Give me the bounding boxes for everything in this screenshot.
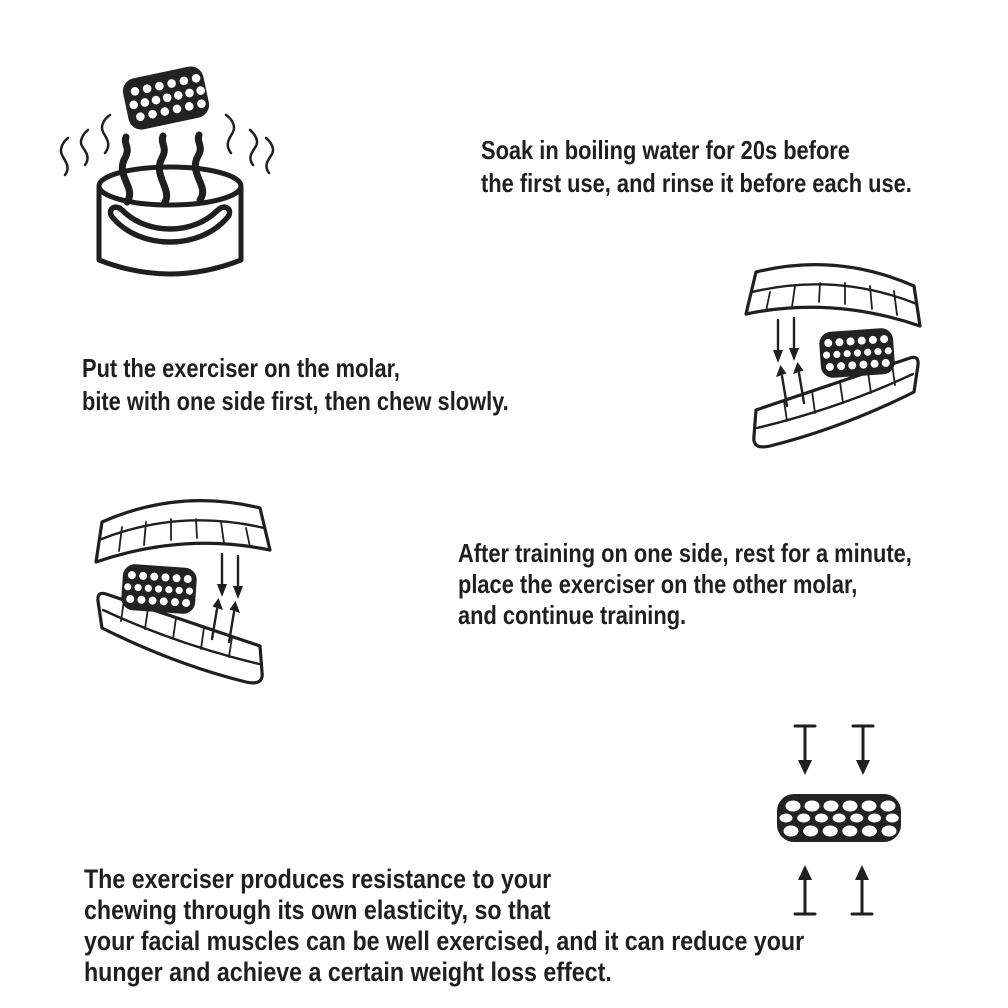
down-arrow-icon bbox=[795, 726, 815, 775]
step-4-text bbox=[84, 864, 804, 988]
step-3-line-2: place the exerciser on the other molar, bbox=[458, 569, 858, 599]
jaw-exerciser-side-icon bbox=[777, 794, 901, 842]
step-3-line-3: and continue training. bbox=[458, 600, 687, 630]
pot-icon bbox=[99, 167, 241, 274]
step-2-line-2: bite with one side first, then chew slowly. bbox=[82, 386, 509, 416]
step-3-line-1: After training on one side, rest for a minute, bbox=[458, 538, 912, 568]
step-4-line-3: your facial muscles can be well exercised, and it can reduce your bbox=[84, 926, 805, 956]
down-arrow-icon bbox=[853, 726, 873, 775]
step-1-line-2: the first use, and rinse it before each use. bbox=[481, 168, 912, 198]
bite-right-illustration bbox=[712, 260, 962, 470]
boiling-pot-illustration bbox=[55, 50, 285, 288]
step-1-line-1: Soak in boiling water for 20s before bbox=[481, 135, 850, 165]
step-4-line-2: chewing through its own elasticity, so that bbox=[84, 895, 551, 925]
step-2-line-1: Put the exerciser on the molar, bbox=[82, 353, 401, 383]
bite-left-illustration bbox=[54, 496, 304, 706]
step-4-line-4: hunger and achieve a certain weight loss effect. bbox=[84, 957, 612, 987]
step-3-text bbox=[458, 538, 912, 631]
jaw-exerciser-icon bbox=[120, 64, 211, 132]
up-arrow-icon bbox=[852, 865, 872, 914]
step-4-line-1: The exerciser produces resistance to your bbox=[84, 864, 552, 894]
step-2-text bbox=[82, 352, 509, 418]
step-1-text bbox=[481, 134, 912, 200]
